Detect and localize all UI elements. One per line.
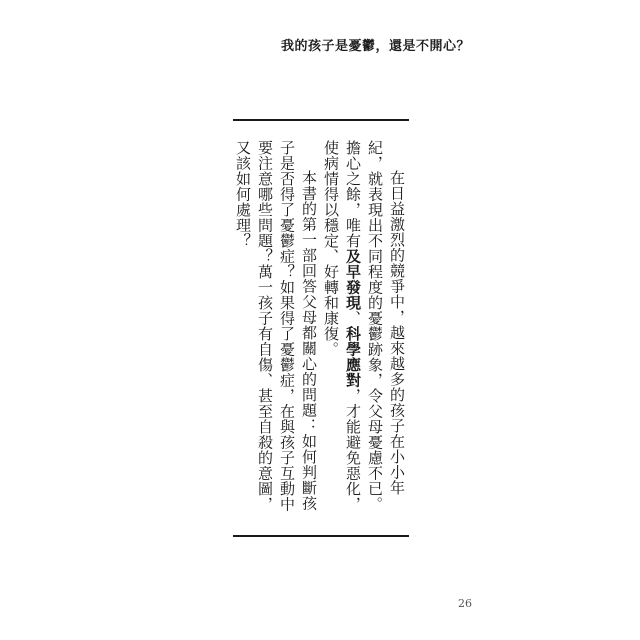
paragraph-1-text-b: 、: [344, 310, 362, 326]
paragraph-1-text-a: 在日益激烈的競爭中，越來越多的孩子在小小年紀，就表現出不同程度的憂鬱跡象，令父母憂慮不已。擔心之餘，唯有: [344, 140, 406, 512]
paragraph-1-bold-early-detection: 及早發現: [344, 248, 362, 311]
vertical-text-block: [232, 140, 408, 520]
paragraph-1-bold-scientific-response: 科學應對: [344, 326, 362, 388]
paragraph-1: [320, 140, 408, 520]
paragraph-2: 本書的第一部回答父母都關心的問題：如何判斷孩子是否得了憂鬱症？如果得了憂鬱症，在與孩子互動中要注意哪些問題？萬一孩子有自傷、甚至自殺的意圖，又該如何處理？: [234, 140, 318, 512]
top-divider: [233, 119, 409, 121]
paragraph-1-text-c: ，才能避免惡化，使病情得以穩定、好轉和康復。: [322, 140, 362, 512]
page-header-title: 我的孩子是憂鬱，還是不開心？: [280, 39, 470, 54]
bottom-divider: [233, 535, 409, 537]
page-number: 26: [458, 597, 472, 610]
